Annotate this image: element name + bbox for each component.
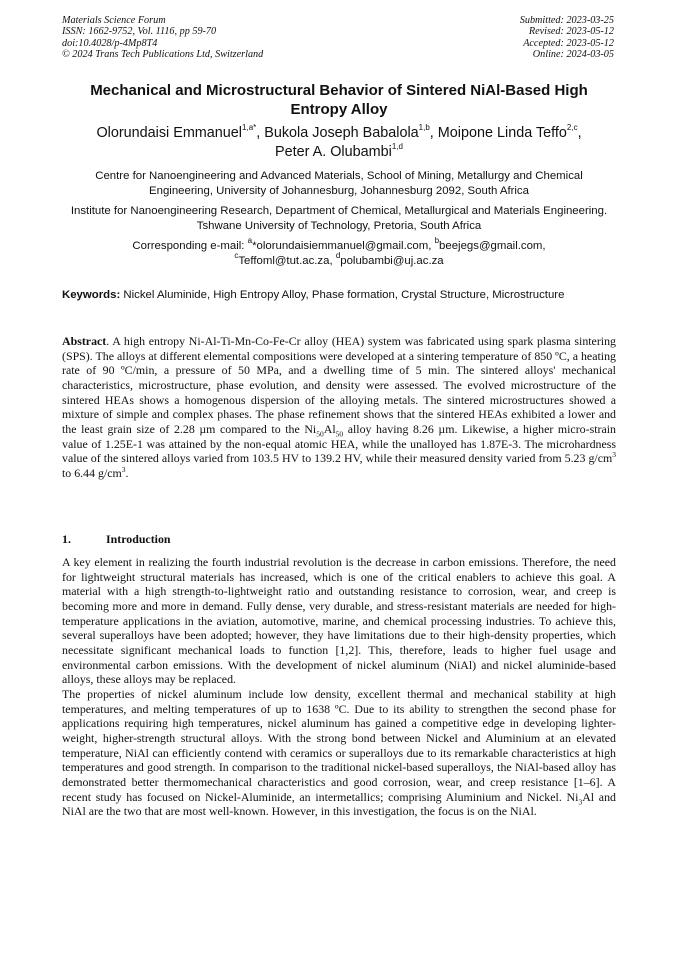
email-label: Corresponding e-mail:: [132, 240, 248, 252]
subscript: 50: [316, 429, 324, 439]
author-name: Olorundaisi Emmanuel: [96, 125, 243, 141]
article-dates: [520, 15, 614, 61]
author-separator: ,: [256, 125, 265, 141]
introduction-body: [62, 555, 616, 819]
paper-title: Mechanical and Microstructural Behavior of Sintered NiAl-Based High Entropy Alloy: [90, 82, 588, 118]
corresponding-star: *: [252, 240, 257, 252]
email-mark-c: c: [234, 251, 239, 261]
author-affiliation-mark: 1,b: [418, 123, 430, 133]
affiliation-2: Institute for Nanoengineering Research, Department of Chemical, Metallurgical and Materials Engineering. Tshwane University of Technology, Pretoria, South Africa: [70, 205, 608, 232]
intro-paragraph-1: A key element in realizing the fourth industrial revolution is the decrease in carbon emissions. Therefore, the need for lightweight structural materials has increased, which is one of the critical enablers to achieve this goal. A material with a high strength-to-lightweight ratio and outstanding resistance to corrosion, wear, and creep is becoming more and more in demand. Fully dense, very durable, and stress-resistant materials are needed for high-temperature applications in the aviation, automotive, marine, and chemical processing industries. To achieve this, several superalloys have been adopted; however, they have limitations due to their high-density properties, which necessitate significant mechanical loads to function [1,2]. This, therefore, leads to higher fuel usage and environmental carbon emissions. With the development of nickel aluminum (NiAl) and nickel aluminide-based alloys, these alloys may be replaced.: [62, 555, 616, 687]
superscript: 3: [121, 464, 126, 474]
author-name: Moipone Linda Teffo: [437, 125, 567, 141]
email-link-b[interactable]: beejegs@gmail.com,: [439, 240, 546, 252]
superscript: 3: [612, 450, 616, 460]
author-name: Peter A. Olubambi: [275, 144, 392, 160]
subscript: 50: [335, 429, 344, 439]
journal-issn: ISSN: 1662-9752, Vol. 1116, pp 59-70: [62, 26, 217, 38]
author-name: Bukola Joseph Babalola: [264, 125, 419, 141]
author-affiliation-mark: 1,a*: [242, 123, 257, 133]
journal-info: [62, 15, 263, 61]
subscript: 3: [578, 796, 583, 806]
section-title: Introduction: [106, 532, 171, 546]
abstract-text: alloy having 8.26 µm. Likewise, a higher micro-strain value of 1.25E-1 was attained by the non-equal atomic HEA, while the unalloyed has 1.87E-3. The microhardness value of the sintered alloys varied from 103.5 HV to 139.2 HV, while their measured density varied from 5.23 g/cm: [62, 421, 616, 466]
email-mark-d: d: [335, 251, 341, 261]
author-affiliation-mark: 1,d: [391, 142, 403, 152]
date-online: Online: 2024-03-05: [532, 49, 614, 61]
corresponding-email: [62, 236, 616, 269]
affiliation-1: Centre for Nanoengineering and Advanced Materials, School of Mining, Metallurgy and Chemical Engineering, University of Johannesburg, Johannesburg 2092, South Africa: [95, 170, 583, 197]
date-revised: Revised: 2023-05-12: [528, 26, 614, 38]
intro-text: The properties of nickel aluminum include low density, excellent thermal and mechanical stability at high temperatures, and melting temperatures of up to 1638 ºC. Due to its ability to strengthen the second phase for applications requiring high temperatures, nickel aluminum has gained a competitive edge in developing lighter-weight, higher-strength structural alloys. With the strong bond between Nickel and Aluminium at an elevated temperature, NiAl can efficiently contend with ceramics or superalloys due to its remarkable characteristics at high temperatures and good strength. In comparison to the traditional nickel-based superalloys, the NiAl-based alloy has demonstrated better thermomechanical characteristics and good corrosion, wear, and creep resistance [1–6]. A recent study has focused on Nickel-Aluminide, an intermetallics; comprising Aluminium and Nickel. Ni: [62, 686, 616, 804]
author-list: [62, 124, 616, 162]
email-link-d[interactable]: polubambi@uj.ac.za: [340, 255, 444, 267]
journal-copyright: © 2024 Trans Tech Publications Ltd, Switzerland: [62, 49, 264, 61]
keywords: [62, 288, 616, 303]
abstract-text: Al: [323, 421, 336, 436]
journal-doi: doi:10.4028/p-4Mp8T4: [62, 37, 158, 49]
intro-text: Al and NiAl are the two that are most well-known. However, in this investigation, the focus is on the NiAl.: [62, 789, 616, 819]
abstract-label: Abstract: [62, 334, 107, 348]
abstract-text: .: [125, 465, 129, 480]
date-accepted: Accepted: 2023-05-12: [523, 37, 614, 49]
email-mark-a: a: [247, 236, 253, 246]
section-number: 1.: [62, 532, 71, 546]
author-affiliation-mark: 2,c: [566, 123, 578, 133]
intro-paragraph-2: [62, 687, 616, 819]
date-submitted: Submitted: 2023-03-25: [519, 15, 614, 26]
email-link-c[interactable]: Teffoml@tut.ac.za,: [238, 255, 336, 267]
abstract-text: . A high entropy Ni-Al-Ti-Mn-Co-Fe-Cr alloy (HEA) system was fabricated using spark plasma sintering (SPS). The alloys at different elemental compositions were developed at a sintering temperature of 850 ºC, a heating rate of 90 ºC/min, a pressure of 50 MPa, and a dwelling time of 5 min. The sintered alloys' mechanical characteristics, microstructure, phase evolution, and density were assessed. The evolved microstructure of the sintered HEAs shows a homogenous dispersion of the alloying metals. The sintered microstructures showed a mixture of simple and complex phases. The phase refinement shows that the sintered HEAs exhibited a lower and the least grain size of 2.28 µm compared to the Ni: [62, 334, 616, 436]
email-mark-b: b: [434, 236, 440, 246]
keywords-label: Keywords:: [62, 289, 121, 301]
email-link-a[interactable]: olorundaisiemmanuel@gmail.com,: [256, 240, 435, 252]
author-separator: ,: [577, 125, 582, 141]
abstract-text: to 6.44 g/cm: [62, 465, 122, 480]
author-separator: ,: [429, 125, 438, 141]
abstract: [62, 334, 616, 481]
section-heading-introduction: [62, 532, 171, 547]
journal-name: Materials Science Forum: [62, 15, 166, 26]
keywords-list: Nickel Aluminide, High Entropy Alloy, Phase formation, Crystal Structure, Microstructure: [120, 289, 565, 301]
